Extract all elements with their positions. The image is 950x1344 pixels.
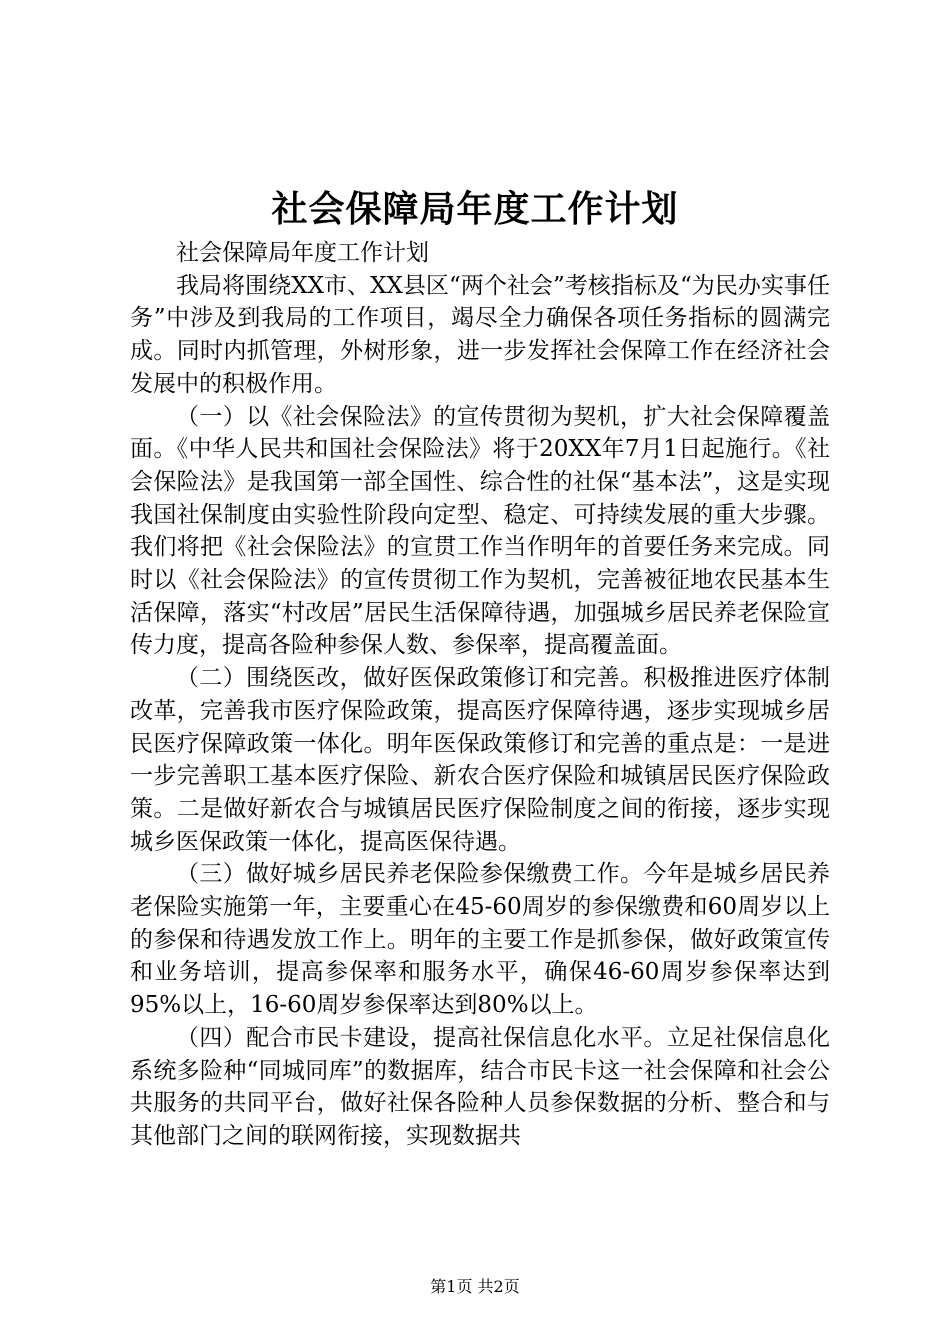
document-subtitle: 社会保障局年度工作计划	[176, 240, 429, 266]
paragraph-section-4: （四）配合市民卡建设，提高社保信息化水平。立足社保信息化系统多险种“同城同库”的数据库，结合市民卡这一社会保障和社会公共服务的共同平台，做好社保各险种人员参保数据的分析、整合和与其他部门之间的联网衔接，实现数据共	[130, 1024, 830, 1149]
document-body	[130, 237, 830, 1153]
paragraph-section-2: （二）围绕医改，做好医保政策修订和完善。积极推进医疗体制改革，完善我市医疗保险政策，提高医疗保障待遇，逐步实现城乡居民医疗保障政策一体化。明年医保政策修订和完善的重点是：一是进一步完善职工基本医疗保险、新农合医疗保险和城镇居民医疗保险政策。二是做好新农合与城镇居民医疗保险制度之间的衔接，逐步实现城乡医保政策一体化，提高医保待遇。	[130, 665, 830, 855]
paragraph-intro: 我局将围绕XX市、XX县区“两个社会”考核指标及“为民办实事任务”中涉及到我局的工作项目，竭尽全力确保各项任务指标的圆满完成。同时内抓管理，外树形象，进一步发挥社会保障工作在经济社会发展中的积极作用。	[130, 272, 830, 397]
page-number-footer: 第1页 共2页	[430, 1277, 520, 1296]
document-title: 社会保障局年度工作计划	[271, 188, 679, 230]
paragraph-section-1: （一）以《社会保险法》的宣传贯彻为契机，扩大社会保障覆盖面。《中华人民共和国社会保险法》将于20XX年7月1日起施行。《社会保险法》是我国第一部全国性、综合性的社保“基本法”，这是实现我国社保制度由实验性阶段向定型、稳定、可持续发展的重大步骤。我们将把《社会保险法》的宣贯工作当作明年的首要任务来完成。同时以《社会保险法》的宣传贯彻工作为契机，完善被征地农民基本生活保障，落实“村改居”居民生活保障待遇，加强城乡居民养老保险宣传力度，提高各险种参保人数、参保率，提高覆盖面。	[130, 403, 830, 659]
paragraph-section-3: （三）做好城乡居民养老保险参保缴费工作。今年是城乡居民养老保险实施第一年，主要重心在45-60周岁的参保缴费和60周岁以上的参保和待遇发放工作上。明年的主要工作是抓参保，做好政策宣传和业务培训，提高参保率和服务水平，确保46-60周岁参保率达到95%以上，16-60周岁参保率达到80%以上。	[130, 861, 830, 1019]
